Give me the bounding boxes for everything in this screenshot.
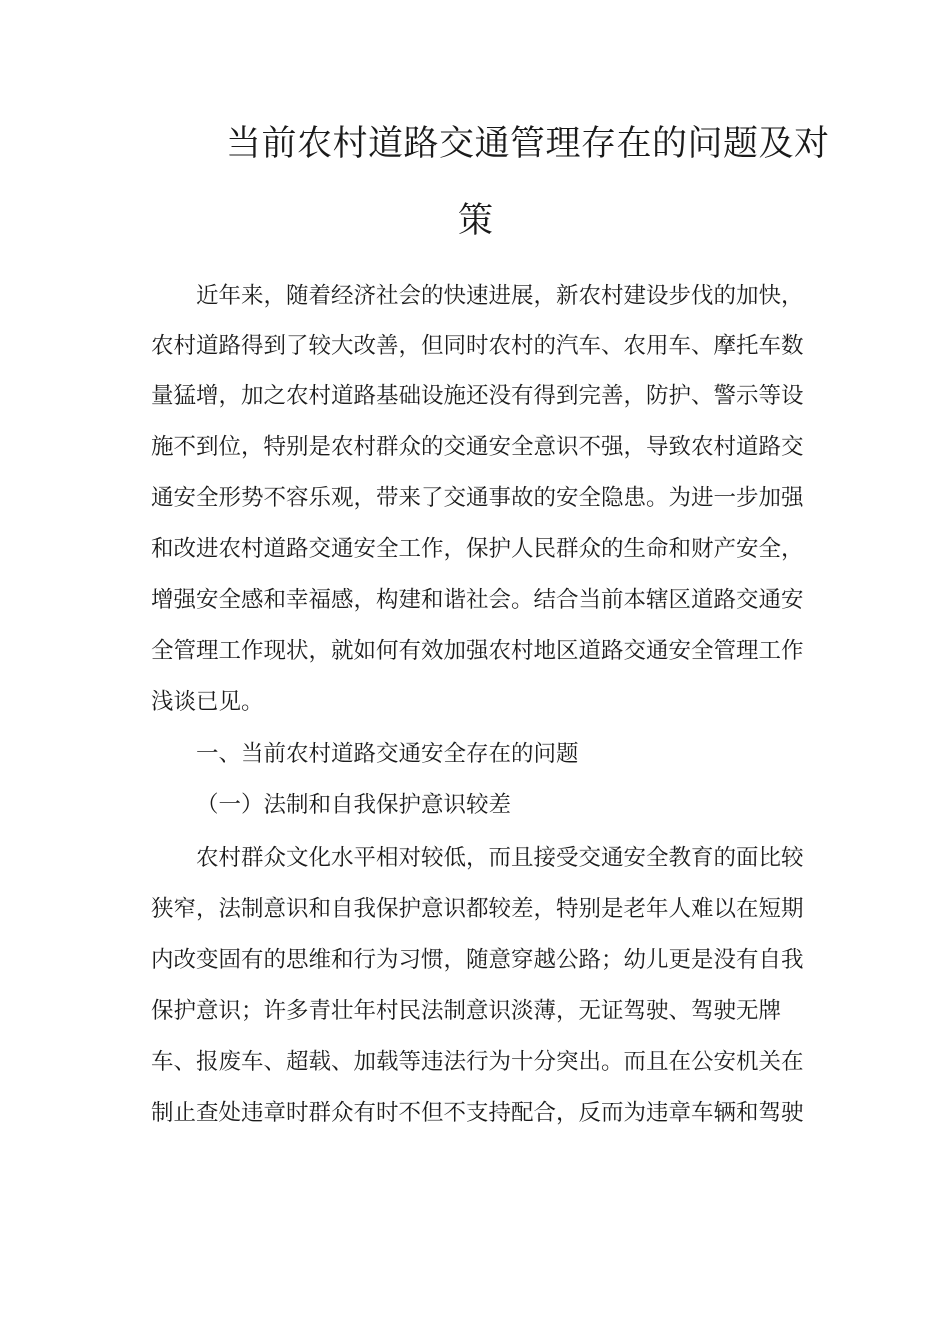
paragraph-1-line-2: 农村道路得到了较大改善，但同时农村的汽车、农用车、摩托车数 — [151, 333, 804, 359]
paragraph-1-line-4: 施不到位，特别是农村群众的交通安全意识不强，导致农村道路交 — [151, 434, 804, 460]
paragraph-2-line-4: 保护意识；许多青壮年村民法制意识淡薄，无证驾驶、驾驶无牌 — [151, 998, 782, 1024]
paragraph-1-line-7: 增强安全感和幸福感，构建和谐社会。结合当前本辖区道路交通安 — [151, 587, 804, 613]
section-1-heading: 一、当前农村道路交通安全存在的问题 — [196, 741, 579, 767]
subsection-1-heading: （一）法制和自我保护意识较差 — [196, 792, 512, 818]
paragraph-2-line-2: 狭窄，法制意识和自我保护意识都较差，特别是老年人难以在短期 — [151, 896, 804, 922]
document-title-line-2: 策 — [458, 201, 494, 241]
paragraph-1-line-9: 浅谈已见。 — [151, 689, 264, 715]
document-title-line-1: 当前农村道路交通管理存在的问题及对 — [226, 124, 830, 164]
paragraph-2-line-6: 制止查处违章时群众有时不但不支持配合，反而为违章车辆和驾驶 — [151, 1100, 804, 1126]
paragraph-2-line-3: 内改变固有的思维和行为习惯，随意穿越公路；幼儿更是没有自我 — [151, 947, 804, 973]
paragraph-1-line-1: 近年来，随着经济社会的快速进展，新农村建设步伐的加快， — [196, 283, 804, 309]
paragraph-1-line-5: 通安全形势不容乐观，带来了交通事故的安全隐患。为进一步加强 — [151, 485, 804, 511]
paragraph-2-line-1: 农村群众文化水平相对较低，而且接受交通安全教育的面比较 — [196, 845, 804, 871]
paragraph-1-line-3: 量猛增，加之农村道路基础设施还没有得到完善，防护、警示等设 — [151, 383, 804, 409]
paragraph-1-line-6: 和改进农村道路交通安全工作，保护人民群众的生命和财产安全， — [151, 536, 804, 562]
paragraph-2-line-5: 车、报废车、超载、加载等违法行为十分突出。而且在公安机关在 — [151, 1049, 804, 1075]
paragraph-1-line-8: 全管理工作现状，就如何有效加强农村地区道路交通安全管理工作 — [151, 638, 804, 664]
